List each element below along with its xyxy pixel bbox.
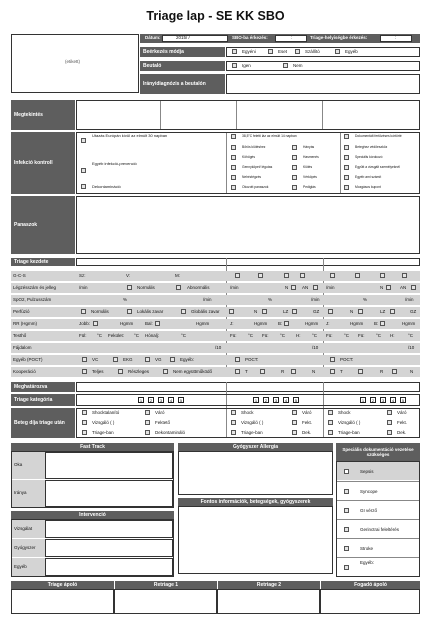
rr-b-2: B: <box>278 321 283 326</box>
testho-c-4: °C <box>248 333 254 338</box>
rr-b-2-cb[interactable] <box>284 321 289 326</box>
gcs-sz: Sz: <box>79 273 86 278</box>
beutalo-options <box>226 61 420 71</box>
legzes-an-2-cb[interactable] <box>313 285 318 290</box>
nem-label: Nem <box>293 63 303 68</box>
rr-j-2: J: <box>230 321 234 326</box>
specialis-egyeb-cb[interactable] <box>344 565 349 570</box>
dij-s4-2-cb[interactable] <box>387 430 392 435</box>
dij-c1-2-cb[interactable] <box>82 430 87 435</box>
dij-c2-2: Dekontamináló <box>155 430 186 435</box>
dij-s2-2: Dek. <box>302 430 312 435</box>
panaszok-label: Panaszok <box>11 196 75 254</box>
dij-s-0-cb[interactable] <box>231 410 236 415</box>
koop-teljes-cb[interactable] <box>82 369 87 374</box>
poct-2-cb[interactable] <box>235 357 240 362</box>
specialis-gi: GI vérző <box>360 508 378 513</box>
testho-honalj: Hónalj: <box>145 333 160 338</box>
rr-hgmm-1: Hgmm <box>120 321 134 326</box>
datum-value: 2015/ / <box>176 35 190 40</box>
testho-fu-3: Fü: <box>326 333 333 338</box>
koop-r-3: R <box>380 369 384 374</box>
kat-1-1[interactable]: 1 <box>139 397 143 403</box>
koop-t-2: T <box>245 369 248 374</box>
perfuzio-lz-2-cb[interactable] <box>262 309 267 314</box>
testho-c-1: °C <box>97 333 103 338</box>
perfuzio-gz-2: GZ <box>313 309 320 314</box>
infekcio-c3-4[interactable] <box>292 185 297 190</box>
beerkezes-egyeni-checkbox[interactable] <box>232 49 237 54</box>
szallito-label: Szállító <box>305 49 320 54</box>
testho-c-5: °C <box>280 333 286 338</box>
infekcio-c4-5[interactable] <box>344 185 349 190</box>
gcs-box-5[interactable] <box>330 273 335 278</box>
testho-ful: Fül: <box>79 333 87 338</box>
infekcio-c4-0-label: Dokumentált fertőzéses kórtörté <box>355 134 402 138</box>
dij-s2-0-cb[interactable] <box>292 410 297 415</box>
kat-2-2[interactable]: 2 <box>264 397 268 403</box>
beutalo-nem-checkbox[interactable] <box>283 63 288 68</box>
kat-3-4[interactable]: 4 <box>391 397 395 403</box>
kategoria-label: Triage kategória <box>11 394 75 406</box>
dij-c2-2-cb[interactable] <box>145 430 150 435</box>
koop-nem-cb[interactable] <box>163 369 168 374</box>
infekcio-utazas-checkbox[interactable] <box>81 138 86 143</box>
datum-label: Dátum: <box>145 35 161 40</box>
fajdalom-1: /10 <box>215 345 222 350</box>
kat-1-4[interactable]: 4 <box>169 397 173 403</box>
testho-fu-3b: Fü: <box>358 333 365 338</box>
perfuzio-lokalis: Lokális zavar <box>137 309 164 314</box>
intervencio-egyeb-field[interactable] <box>45 558 173 576</box>
fontos-info-field[interactable] <box>178 506 333 574</box>
spo2-label: SpO2, Pulzusszám <box>13 297 52 302</box>
footer-fogado-apolo-field[interactable] <box>320 589 420 614</box>
beerkezes-egyeb-checkbox[interactable] <box>335 49 340 54</box>
perfuzio-normalis-cb[interactable] <box>81 309 86 314</box>
gcs-m: M: <box>175 273 180 278</box>
infekcio-c2-5-label: Okozott panaszok <box>242 185 269 189</box>
fajdalom-2: /10 <box>312 345 319 350</box>
meghatarozva-label: Meghatározva <box>11 382 75 392</box>
kat-2-4[interactable]: 4 <box>284 397 288 403</box>
spo2-min: /min <box>203 297 212 302</box>
gcs-box-2[interactable] <box>258 273 263 278</box>
rr-hgmm-5: Hgmm <box>350 321 364 326</box>
perfuzio-n-2: N <box>254 309 258 314</box>
dij-c2-1-cb[interactable] <box>145 420 150 425</box>
poct-ekg: EKG <box>123 357 133 362</box>
intervencio-vizsgalat-field[interactable] <box>45 520 173 538</box>
gcs-box-4[interactable] <box>300 273 305 278</box>
footer-retriage-2: Retriage 2 <box>217 581 320 589</box>
infekcio-c4-1[interactable] <box>344 145 349 150</box>
vital-row-spo2 <box>11 295 420 305</box>
infekcio-label: Infekció kontroll <box>11 132 75 194</box>
page-title: Triage lap - SE KK SBO <box>146 9 285 23</box>
dij-s3-1-cb[interactable] <box>328 420 333 425</box>
triage-kezdete-label: Triage kezdete <box>11 258 75 266</box>
fontos-info-title: Fontos információk, betegségek, gyógyszerek <box>178 498 333 506</box>
rr-hgmm-4: Hgmm <box>305 321 319 326</box>
infekcio-c4-4-label: Egyéb ami számít <box>355 175 382 179</box>
testho-c-6: °C <box>312 333 318 338</box>
fast-track-oka: Oka <box>14 462 23 467</box>
perfuzio-n-3: N <box>350 309 354 314</box>
poct-3-cb[interactable] <box>330 357 335 362</box>
koop-n-2: N <box>312 369 316 374</box>
panaszok-field[interactable] <box>76 196 420 254</box>
legzes-an-2: AN <box>302 285 309 290</box>
poct-vg-cb[interactable] <box>145 357 150 362</box>
legzes-abnormalis: Abnormális <box>187 285 210 290</box>
specialis-gerinc: Gerinctrai feleltérés <box>360 527 400 532</box>
footer-fogado-apolo: Fogadó ápoló <box>320 581 420 589</box>
beutalo-igen-checkbox[interactable] <box>232 63 237 68</box>
specialis-title: Speciális dokumentáció vezetése szükséges <box>336 443 420 461</box>
rr-hgmm-2: Hgmm <box>196 321 210 326</box>
testho-c-9: °C <box>408 333 414 338</box>
gcs-box-8[interactable] <box>402 273 407 278</box>
kat-1-2[interactable]: 2 <box>149 397 153 403</box>
infekcio-egyeb-checkbox[interactable] <box>81 168 86 173</box>
infekcio-c4-3-label: Együtt a vizsgált személyeknél <box>355 165 400 169</box>
legzes-an-3: AN <box>400 285 407 290</box>
legzes-an-3-cb[interactable] <box>411 285 416 290</box>
testho-fu-2b: Fü: <box>262 333 269 338</box>
infekcio-c3-1-label: Hasmenés <box>303 155 319 159</box>
rr-jobb-cb[interactable] <box>93 321 98 326</box>
koop-reszleges: Részleges <box>128 369 150 374</box>
perfuzio-globalis-cb[interactable] <box>181 309 186 314</box>
gcs-box-3[interactable] <box>284 273 289 278</box>
testho-c-8: °C <box>376 333 382 338</box>
poct-egyeb-cb[interactable] <box>170 357 175 362</box>
beerkezes-eset-checkbox[interactable] <box>268 49 273 54</box>
rr-j-3: J: <box>326 321 330 326</box>
legzes-n-3: N <box>380 285 384 290</box>
etikett-label: (etikett) <box>65 59 81 64</box>
koop-n-3: N <box>410 369 414 374</box>
dij-s4-1: Fekt. <box>397 420 408 425</box>
infekcio-c2-5[interactable] <box>231 185 236 190</box>
infekcio-egyeb-label: Egyéb infekció-prevenció <box>92 161 137 166</box>
infekcio-c4-2-label: Speciális kórokozó <box>355 155 383 159</box>
kat-2-1[interactable]: 1 <box>254 397 258 403</box>
egyeni-label: Egyéni <box>242 49 256 54</box>
perfuzio-gz-3: GZ <box>410 309 417 314</box>
koop-teljes: Teljes <box>92 369 104 374</box>
specialis-gerinc-cb[interactable] <box>344 527 349 532</box>
specialis-syncope: Syncope <box>360 489 378 494</box>
koop-r-2-cb[interactable] <box>260 369 265 374</box>
rr-bal-cb[interactable] <box>155 321 160 326</box>
iranydiag-field[interactable] <box>226 74 420 94</box>
perfuzio-gz-2-cb[interactable] <box>292 309 297 314</box>
kategoria-field <box>76 394 420 406</box>
infekcio-c2-4[interactable] <box>231 175 236 180</box>
dij-s4-2: Dek. <box>397 430 407 435</box>
spo2-pct-3: % <box>363 297 368 302</box>
kat-3-2[interactable]: 2 <box>371 397 375 403</box>
infekcio-c2-3[interactable] <box>231 165 236 170</box>
perfuzio-n-2-cb[interactable] <box>229 309 234 314</box>
testho-c-2: °C <box>134 333 140 338</box>
vital-row-legzes <box>11 283 420 293</box>
perfuzio-lz-3: LZ <box>380 309 386 314</box>
perfuzio-normalis: Normális <box>91 309 109 314</box>
dij-s3-2-cb[interactable] <box>328 430 333 435</box>
koop-r-2: R <box>281 369 285 374</box>
dij-s3-0: Shock <box>338 410 351 415</box>
legzes-normalis: Normális <box>137 285 155 290</box>
testho-h-3: H: <box>390 333 395 338</box>
dij-s2-2-cb[interactable] <box>292 430 297 435</box>
infekcio-c4-4[interactable] <box>344 175 349 180</box>
testho-fekulet: Fekület: <box>108 333 125 338</box>
testho-fu-2: Fü: <box>230 333 237 338</box>
eset-label: Eset <box>278 49 288 54</box>
poct-vc: VC <box>92 357 99 362</box>
infekcio-c4-2[interactable] <box>344 155 349 160</box>
rr-jobb: Jobb: <box>79 321 91 326</box>
infekcio-c3-3[interactable] <box>292 175 297 180</box>
kooperacio-label: Kooperáció <box>13 369 36 374</box>
perfuzio-gz-3-cb[interactable] <box>390 309 395 314</box>
kat-3-5[interactable]: 5 <box>401 397 405 403</box>
poct-vg: VG <box>155 357 162 362</box>
dij-c2-0-cb[interactable] <box>145 410 150 415</box>
infekcio-dekon-checkbox[interactable] <box>81 184 86 189</box>
infekcio-utazas-label: Utazás Európán kívül az elmúlt 30 napban <box>92 133 168 138</box>
dij-s-2: Triage-ban <box>241 430 263 435</box>
testho-label: Testhő <box>13 333 27 338</box>
beerkezes-szallito-checkbox[interactable] <box>295 49 300 54</box>
dij-s4-0: Váró <box>397 410 407 415</box>
rr-label: RR (Hgmm) <box>13 321 37 326</box>
kat-3-1[interactable]: 1 <box>361 397 365 403</box>
kat-2-3[interactable]: 3 <box>274 397 278 403</box>
fajdalom-3: /10 <box>408 345 415 350</box>
kat-2-5[interactable]: 5 <box>294 397 298 403</box>
perfuzio-lokalis-cb[interactable] <box>127 309 132 314</box>
datum-input[interactable] <box>162 35 228 42</box>
infekcio-c3-3-label: Vérköpés <box>303 175 317 179</box>
rr-bal: Bal: <box>145 321 153 326</box>
testho-c-7: °C <box>344 333 350 338</box>
infekcio-c3-2[interactable] <box>292 165 297 170</box>
specialis-gi-cb[interactable] <box>344 508 349 513</box>
igen-label: Igen <box>242 63 251 68</box>
specialis-sepsis-cb[interactable] <box>344 469 349 474</box>
rr-b-3-cb[interactable] <box>380 321 385 326</box>
gyogyszer-allergia-title: Gyógyszer Allergia <box>178 443 333 451</box>
poct-2: POCT: <box>245 357 259 362</box>
koop-t-2-cb[interactable] <box>235 369 240 374</box>
legzes-label: Légzésszám és jelleg <box>13 285 57 290</box>
poct-ekg-cb[interactable] <box>113 357 118 362</box>
infekcio-dekon-label: Dekontamináció <box>92 184 121 189</box>
legzes-n-2: N <box>285 285 289 290</box>
dij-s3-2: Triage-ban <box>338 430 360 435</box>
intervencio-vizsgalat: Vizsgálat <box>14 526 33 531</box>
fast-track-iranya: Iránya <box>14 490 27 495</box>
beutalo-label: Beutaló <box>140 61 225 71</box>
kat-1-3[interactable]: 3 <box>159 397 163 403</box>
intervencio-title: Intervenció <box>11 511 174 519</box>
spo2-min-3: /min <box>405 297 414 302</box>
specialis-stroke: Stroke <box>360 546 374 551</box>
infekcio-c4-0[interactable] <box>344 134 349 139</box>
dij-s-1: Vizsgáló ( ) <box>241 420 264 425</box>
gcs-box-7[interactable] <box>380 273 385 278</box>
perfuzio-lz-3-cb[interactable] <box>358 309 363 314</box>
dij-s2-0: Váró <box>302 410 312 415</box>
dij-c1-0-cb[interactable] <box>82 410 87 415</box>
poct-egyeb: Egyéb: <box>180 357 195 362</box>
infekcio-c2-1-label: Bőrös kiütéshez <box>242 145 266 149</box>
footer-retriage-2-field[interactable] <box>217 589 320 614</box>
legzes-normalis-cb[interactable] <box>127 285 132 290</box>
dij-c2-1: Fektető <box>155 420 171 425</box>
dij-s2-1-cb[interactable] <box>292 420 297 425</box>
triage-kezdete-field[interactable] <box>76 258 420 266</box>
infekcio-c2-0-label: 38,5°C feletti láz az elmúlt 14 napban <box>242 134 297 138</box>
fast-track-oka-field[interactable] <box>45 452 173 479</box>
perfuzio-n-3-cb[interactable] <box>328 309 333 314</box>
iranydiag-label: Irányidiagnózis a beutalón <box>140 74 225 94</box>
dij-s2-1: Fekt. <box>302 420 313 425</box>
sbo-erkezes-label: SBO-ba érkezés: <box>232 35 268 40</box>
beerkezes-label: Beérkezés módja <box>140 47 225 57</box>
fast-track-iranya-field[interactable] <box>45 480 173 507</box>
infekcio-c2-2[interactable] <box>231 155 236 160</box>
koop-reszleges-cb[interactable] <box>118 369 123 374</box>
specialis-syncope-cb[interactable] <box>344 489 349 494</box>
rr-hgmm-3: Hgmm <box>254 321 268 326</box>
dij-s3-1: Vizsgáló ( ) <box>338 420 361 425</box>
triage-colon: : <box>395 35 397 40</box>
perfuzio-lz-2: LZ <box>283 309 289 314</box>
spo2-pct: % <box>123 297 128 302</box>
footer-retriage-1-field[interactable] <box>114 589 217 614</box>
beteg-dija-label: Beteg díja triage után <box>11 408 75 438</box>
infekcio-c3-2-label: Kiütés <box>303 165 313 169</box>
gcs-label: G-C-S <box>13 273 26 278</box>
intervencio-gyogyszer-field[interactable] <box>45 539 173 557</box>
poct-label: Egyéb (POCT) <box>13 357 43 362</box>
sbo-colon: : <box>291 35 293 40</box>
infekcio-c2-2-label: Köhögés <box>242 155 256 159</box>
koop-nem: Nem együttműködő <box>173 369 213 374</box>
dij-s3-0-cb[interactable] <box>328 410 333 415</box>
poct-vc-cb[interactable] <box>82 357 87 362</box>
dij-s-2-cb[interactable] <box>231 430 236 435</box>
dij-c2-0: Váró <box>155 410 165 415</box>
infekcio-c4-1-label: Beteghez védőeszköz <box>355 145 388 149</box>
fajdalom-label: Fájdalom <box>13 345 32 350</box>
perfuzio-globalis: Globális zavar <box>191 309 220 314</box>
legzes-n-2-cb[interactable] <box>291 285 296 290</box>
koop-r-3-cb[interactable] <box>358 369 363 374</box>
fast-track-title: Fast Track <box>11 443 174 451</box>
dij-c1-1-cb[interactable] <box>82 420 87 425</box>
meghatarozva-field[interactable] <box>76 382 420 392</box>
testho-h-2: H: <box>296 333 301 338</box>
specialis-stroke-cb[interactable] <box>344 546 349 551</box>
dij-s-0: Shock <box>241 410 254 415</box>
specialis-sepsis: Sepsis <box>360 469 374 474</box>
megtekintes-field[interactable] <box>76 100 420 130</box>
gcs-box-1[interactable] <box>235 273 240 278</box>
spo2-pct-2: % <box>268 297 273 302</box>
gcs-box-6[interactable] <box>355 273 360 278</box>
legzes-min: /min <box>79 285 88 290</box>
egyeb-label: Egyéb <box>345 49 358 54</box>
kat-1-5[interactable]: 5 <box>179 397 183 403</box>
spo2-min-2: /min <box>311 297 320 302</box>
legzes-abnormalis-cb[interactable] <box>176 285 181 290</box>
intervencio-gyogyszer: Gyógyszer <box>14 545 36 550</box>
specialis-egyeb: Egyéb: <box>360 560 375 565</box>
infekcio-c4-5-label: Mozgásos kupont <box>355 185 381 189</box>
rr-b-3: B: <box>374 321 379 326</box>
footer-retriage-1: Retriage 1 <box>114 581 217 589</box>
infekcio-c3-4-label: Pediglás <box>303 185 316 189</box>
testho-c-3: °C <box>181 333 187 338</box>
footer-triage-apolo: Triage ápoló <box>11 581 114 589</box>
dij-c1-2: Triage-ban <box>92 430 114 435</box>
infekcio-c3-1[interactable] <box>292 155 297 160</box>
dij-c1-0: Shocktalanító <box>92 410 120 415</box>
specialis-sepsis-bg <box>337 462 419 480</box>
dij-s-1-cb[interactable] <box>231 420 236 425</box>
infekcio-c2-0[interactable] <box>231 134 236 139</box>
legzes-min-2: /min <box>230 285 239 290</box>
koop-n-3-cb[interactable] <box>392 369 397 374</box>
infekcio-c2-1[interactable] <box>231 145 236 150</box>
gyogyszer-allergia-field[interactable] <box>178 451 333 495</box>
rr-hgmm-6: Hgmm <box>402 321 416 326</box>
infekcio-c4-3[interactable] <box>344 165 349 170</box>
megtekintes-label: Megtekintés <box>11 100 75 130</box>
dij-s4-0-cb[interactable] <box>387 410 392 415</box>
intervencio-egyeb: Egyéb <box>14 564 27 569</box>
dij-c1-1: Vizsgáló ( ) <box>92 420 115 425</box>
footer-triage-apolo-field[interactable] <box>11 589 114 614</box>
koop-n-2-cb[interactable] <box>291 369 296 374</box>
gcs-v: V: <box>126 273 131 278</box>
vital-row-poct <box>11 355 420 365</box>
infekcio-c2-4-label: Nehézlégzés <box>242 175 262 179</box>
koop-t-3: T <box>340 369 343 374</box>
perfuzio-label: Perfúzió <box>13 309 30 314</box>
poct-3: POCT: <box>340 357 354 362</box>
koop-t-3-cb[interactable] <box>330 369 335 374</box>
infekcio-c3-0[interactable] <box>292 145 297 150</box>
dij-s4-1-cb[interactable] <box>387 420 392 425</box>
infekcio-c3-0-label: Hányás <box>303 145 315 149</box>
legzes-n-3-cb[interactable] <box>386 285 391 290</box>
kat-3-3[interactable]: 3 <box>381 397 385 403</box>
triage-erkezes-label: Triage-helyiségbe érkezés: <box>310 35 368 40</box>
infekcio-c2-3-label: Gennyköpet/ légutas <box>242 165 273 169</box>
legzes-min-3: /min <box>326 285 335 290</box>
